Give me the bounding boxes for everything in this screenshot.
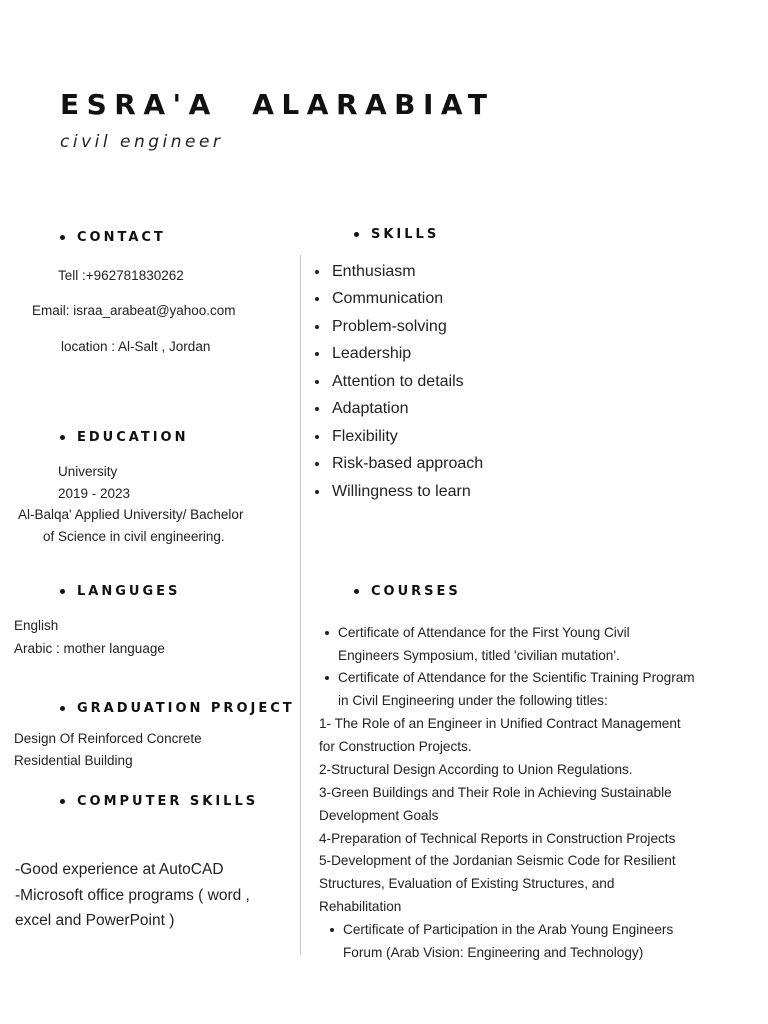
course-line: Development Goals [319,808,439,823]
course-line: 1- The Role of an Engineer in Unified Contract Management [319,716,681,731]
course-line: Certificate of Attendance for the First Young Civil [338,621,630,644]
bullet-icon [60,235,65,240]
language-item: Arabic : mother language [14,641,165,656]
languages-heading [60,584,180,599]
course-line: Rehabilitation [319,899,402,914]
job-title: civil engineer [60,132,224,152]
course-line: for Construction Projects. [319,739,472,754]
graduation-project-line-2: Residential Building [14,753,133,768]
languages-heading-label: LANGUGES [77,584,181,599]
computer-skill-line: -Good experience at AutoCAD [15,861,224,878]
course-line: 3-Green Buildings and Their Role in Achieving Sustainable [319,785,672,800]
education-years: 2019 - 2023 [58,486,131,501]
skill-item: Enthusiasm [315,258,483,286]
graduation-project-heading [60,701,295,716]
education-heading-label: EDUCATION [77,430,189,445]
bullet-icon [60,799,65,804]
skill-item: Communication [315,286,483,314]
bullet-icon [60,435,65,440]
candidate-name: ESRA'A ALARABIAT [60,88,495,121]
course-line: 2-Structural Design According to Union Regulations. [319,762,633,777]
graduation-project-heading-label: GRADUATION PROJECT [77,701,295,716]
course-line: 5-Development of the Jordanian Seismic Code for Resilient [319,853,676,868]
education-level: University [58,464,118,479]
skill-item: Risk-based approach [315,451,483,479]
language-item: English [14,618,59,633]
skill-item: Problem-solving [315,313,483,341]
skill-item: Willingness to learn [315,478,483,506]
course-line: Engineers Symposium, titled 'civilian mutation'. [338,648,620,663]
skill-item: Attention to details [315,368,483,396]
course-line: in Civil Engineering under the following titles: [338,693,608,708]
bullet-icon [60,706,65,711]
skill-item: Leadership [315,341,483,369]
education-line-1: Al-Balqa' Applied University/ Bachelor [18,507,244,522]
contact-location: location : Al-Salt , Jordan [61,339,211,354]
bullet-icon [354,589,359,594]
computer-skill-line: excel and PowerPoint ) [15,912,175,929]
bullet-icon [60,589,65,594]
bullet-icon [354,232,359,237]
column-divider [300,255,301,955]
computer-skill-line: -Microsoft office programs ( word , [15,886,250,904]
contact-heading-label: CONTACT [77,230,166,245]
computer-skills-list [15,857,250,934]
education-heading [60,430,188,445]
skill-item: Adaptation [315,396,483,424]
contact-heading [60,230,166,245]
course-line: Structures, Evaluation of Existing Structures, and [319,876,615,891]
computer-skills-heading-label: COMPUTER SKILLS [77,794,259,809]
course-line: Certificate of Participation in the Arab Young Engineers [343,918,673,941]
computer-skills-heading [60,794,258,809]
contact-email: Email: israa_arabeat@yahoo.com [32,303,236,318]
course-line: Certificate of Attendance for the Scientific Training Program [338,666,695,689]
courses-heading-label: COURSES [371,584,461,599]
skills-heading-label: SKILLS [371,227,440,242]
skills-heading [354,227,439,242]
education-line-2: of Science in civil engineering. [43,529,225,544]
skill-item: Flexibility [315,423,483,451]
course-line: Forum (Arab Vision: Engineering and Technology) [343,945,644,960]
course-line: 4-Preparation of Technical Reports in Construction Projects [319,831,676,846]
skills-list [315,258,483,506]
courses-heading [354,584,461,599]
contact-phone: Tell :+962781830262 [58,268,184,283]
graduation-project-line-1: Design Of Reinforced Concrete [14,731,202,746]
